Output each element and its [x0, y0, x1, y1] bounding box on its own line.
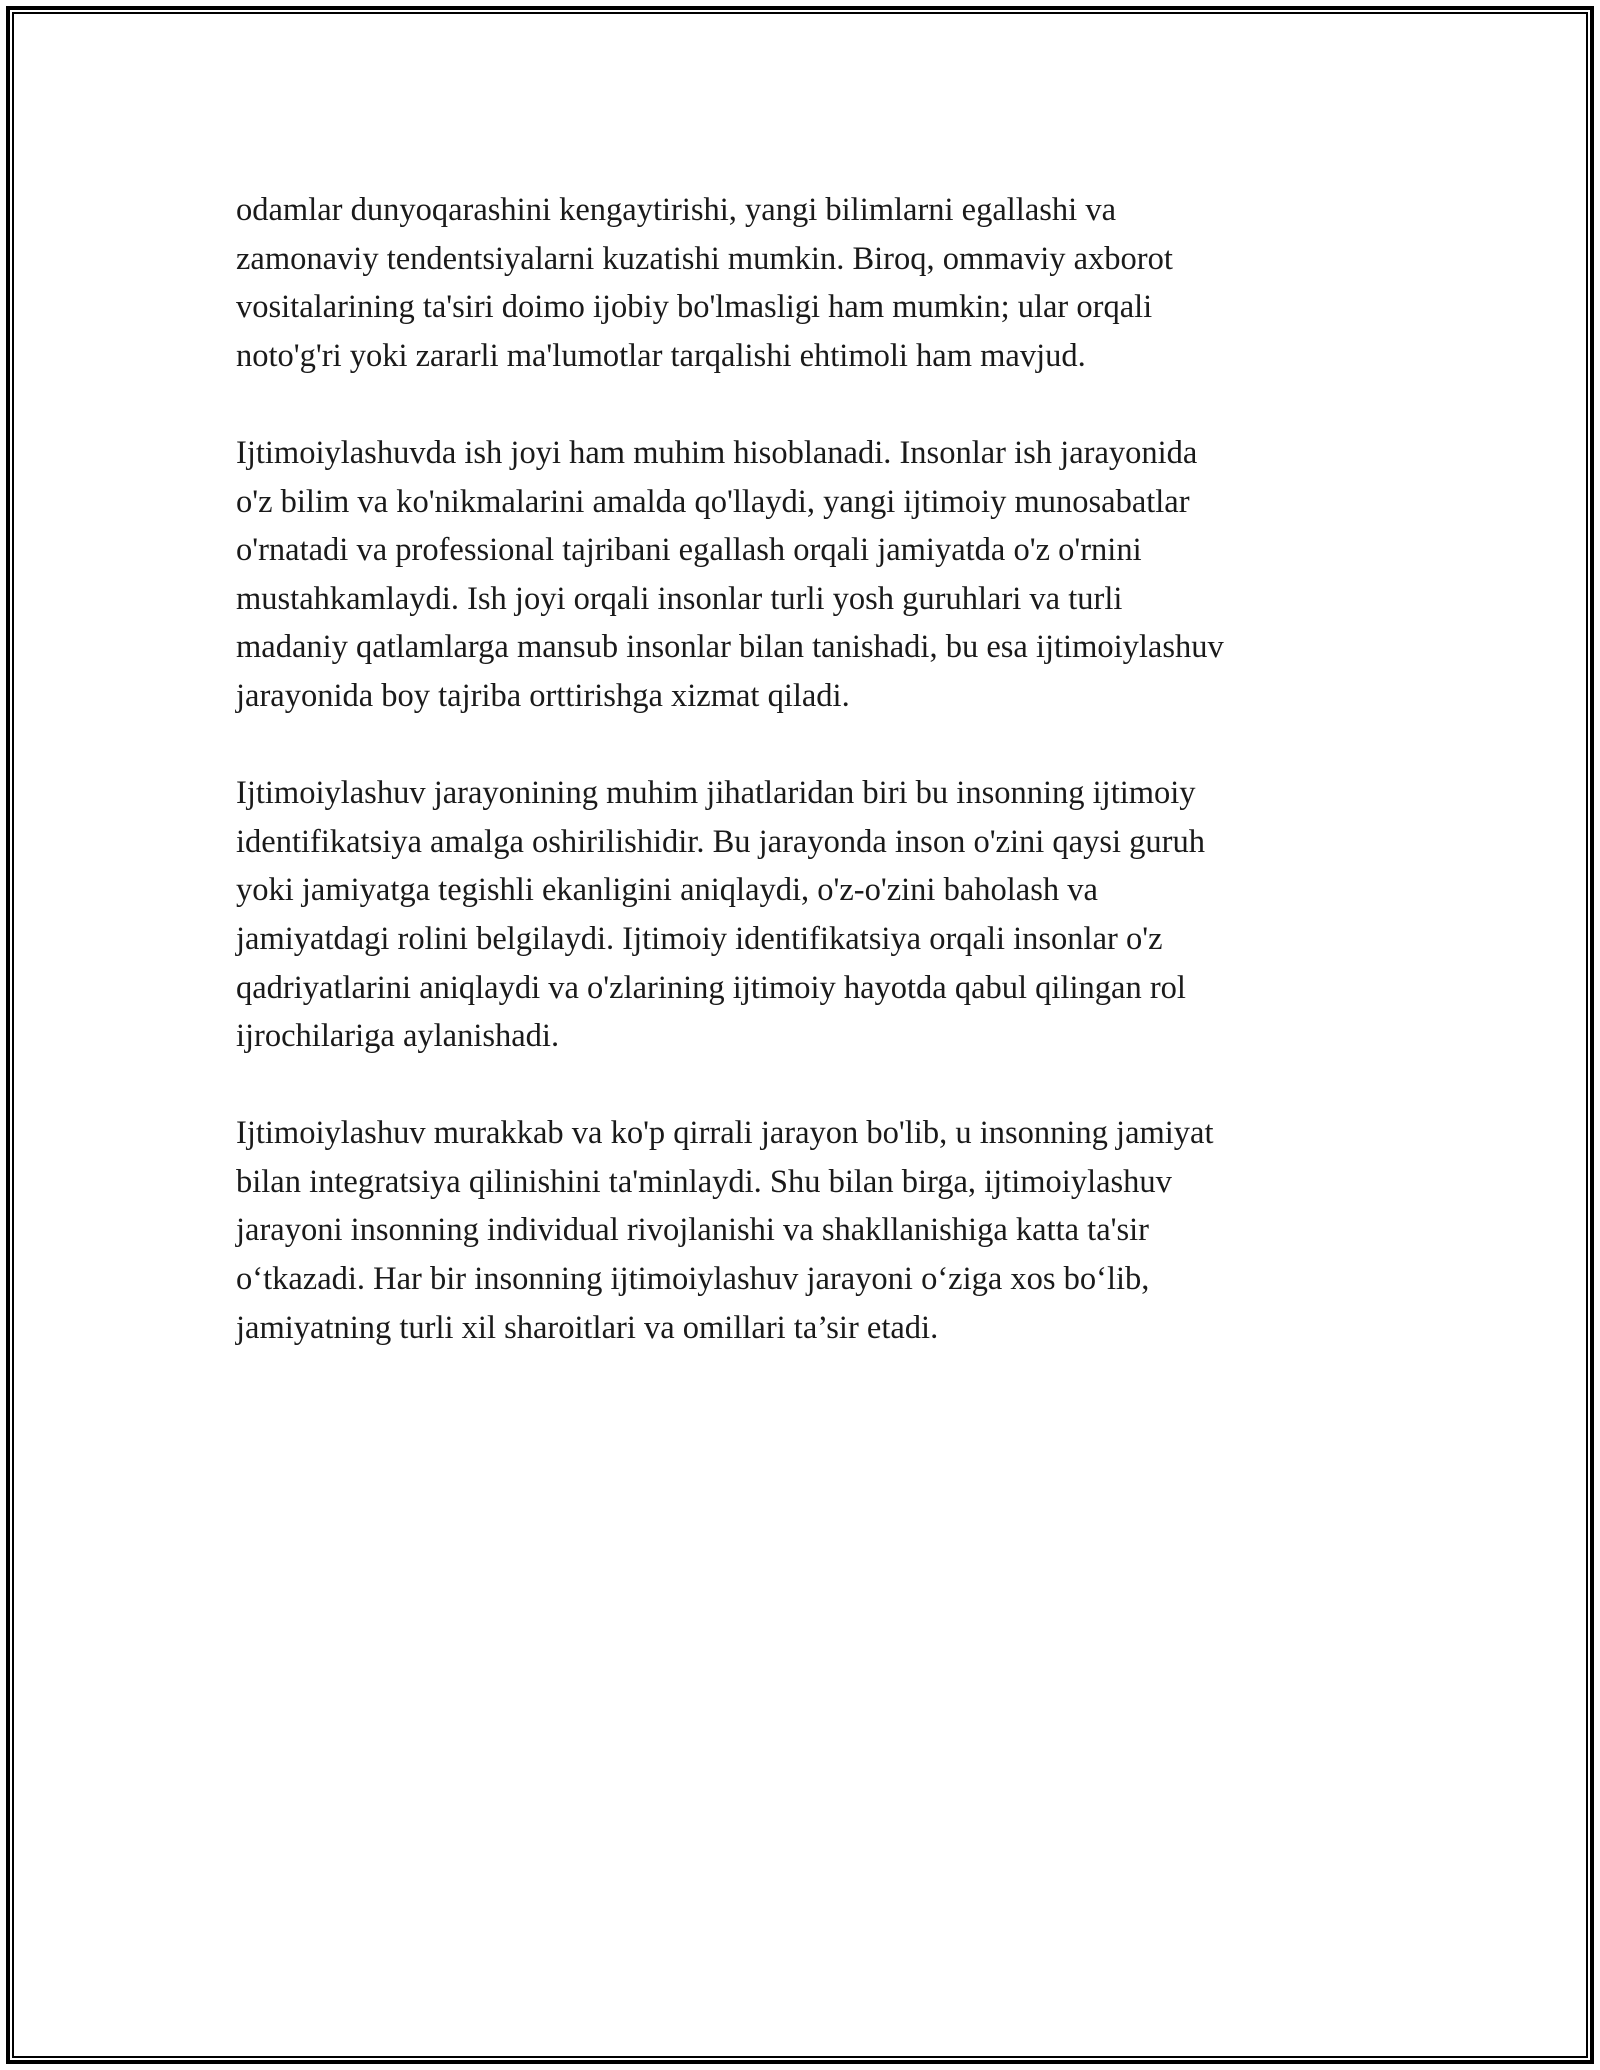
text-line: zamonaviy tendentsiyalarni kuzatishi mumkin. Biroq, ommaviy axborot: [236, 240, 1173, 277]
text-line: bilan integratsiya qilinishini ta'minlaydi. Shu bilan birga, ijtimoiylashuv: [236, 1163, 1172, 1200]
text-line: qadriyatlarini aniqlaydi va o'zlarining ijtimoiy hayotda qabul qilingan rol: [236, 969, 1186, 1006]
text-line: yoki jamiyatga tegishli ekanligini aniqlaydi, o'z-o'zini baholash va: [236, 872, 1098, 909]
text-line: Ijtimoiylashuv murakkab va ko'p qirrali jarayon bo'lib, u insonning jamiyat: [236, 1115, 1214, 1152]
text-line: odamlar dunyoqarashini kengaytirishi, yangi bilimlarni egallashi va: [236, 192, 1116, 228]
text-line: jamiyatdagi rolini belgilaydi. Ijtimoiy identifikatsiya orqali insonlar o'z: [236, 920, 1163, 957]
text-line: madaniy qatlamlarga mansub insonlar bilan tanishadi, bu esa ijtimoiylashuv: [236, 629, 1224, 666]
text-line: Ijtimoiylashuvda ish joyi ham muhim hisoblanadi. Insonlar ish jarayonida: [236, 434, 1198, 471]
text-line: ijrochilariga aylanishadi.: [236, 1018, 560, 1055]
text-line: Ijtimoiylashuv jarayonining muhim jihatlaridan biri bu insonning ijtimoiy: [236, 775, 1196, 812]
text-line: vositalarining ta'siri doimo ijobiy bo'lmasligi ham mumkin; ular orqali: [236, 289, 1153, 326]
text-line: jarayoni insonning individual rivojlanishi va shakllanishiga katta ta'sir: [236, 1212, 1149, 1249]
paragraph-3: [236, 769, 1366, 1061]
document-body: [236, 186, 1366, 1401]
paragraph-2: [236, 429, 1366, 721]
text-line: o‘tkazadi. Har bir insonning ijtimoiylashuv jarayoni o‘ziga xos bo‘lib,: [236, 1261, 1150, 1298]
text-line: o'z bilim va ko'nikmalarini amalda qo'llaydi, yangi ijtimoiy munosabatlar: [236, 483, 1190, 520]
paragraph-4: [236, 1109, 1366, 1352]
text-line: mustahkamlaydi. Ish joyi orqali insonlar turli yosh guruhlari va turli: [236, 580, 1123, 617]
text-line: jarayonida boy tajriba orttirishga xizmat qiladi.: [236, 677, 850, 714]
paragraph-1: [236, 186, 1366, 380]
text-line: noto'g'ri yoki zararli ma'lumotlar tarqalishi ehtimoli ham mavjud.: [236, 337, 1086, 374]
text-line: o'rnatadi va professional tajribani egallash orqali jamiyatda o'z o'rnini: [236, 532, 1142, 569]
text-line: identifikatsiya amalga oshirilishidir. Bu jarayonda inson o'zini qaysi guruh: [236, 823, 1205, 860]
text-line: jamiyatning turli xil sharoitlari va omillari ta’sir etadi.: [236, 1309, 939, 1346]
